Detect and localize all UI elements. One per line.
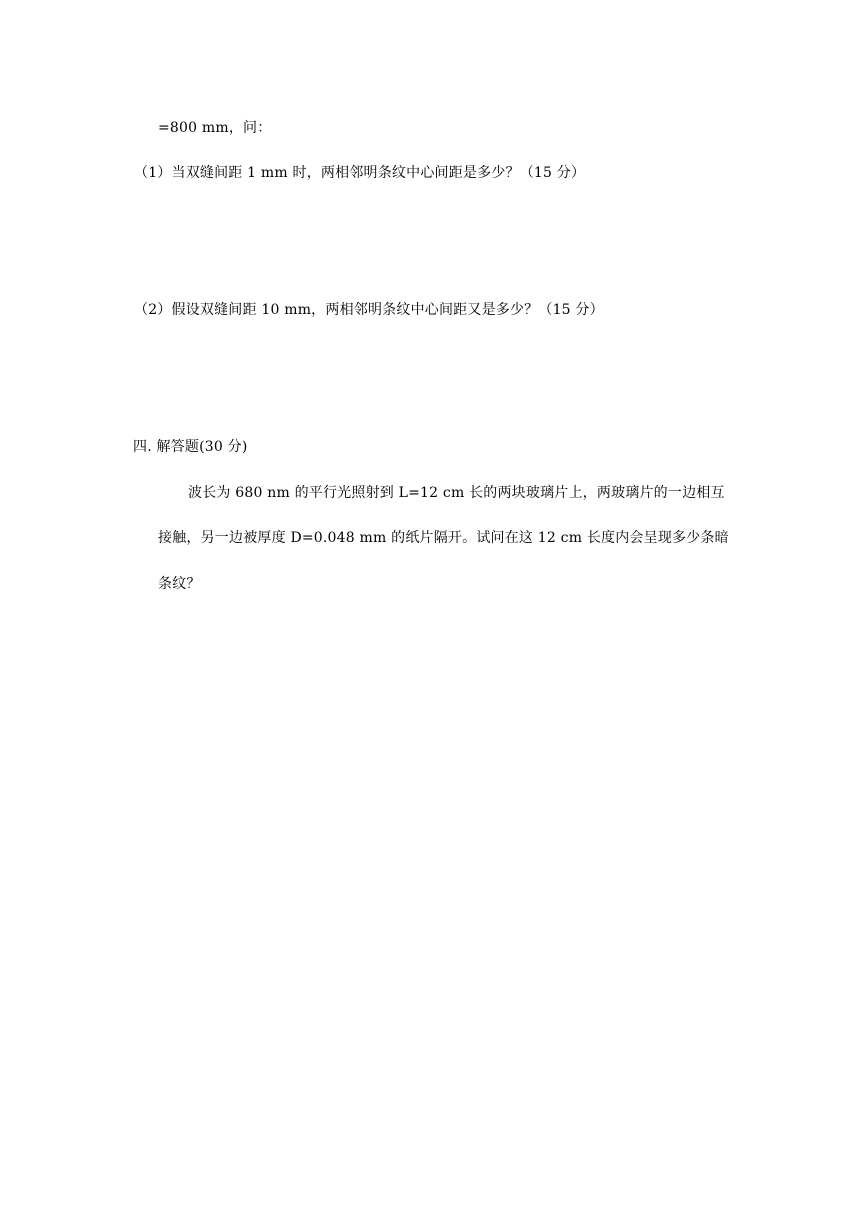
problem-line-1: 波长为 680 nm 的平行光照射到 L=12 cm 长的两块玻璃片上，两玻璃片的一边相互 (188, 485, 725, 501)
section-heading: 四. 解答题(30 分) (133, 439, 248, 455)
problem-line-3: 条纹？ (158, 576, 201, 592)
problem-line-2: 接触，另一边被厚度 D=0.048 mm 的纸片隔开。试问在这 12 cm 长度内会呈现多少条暗 (158, 530, 729, 546)
question-2: （2）假设双缝间距 10 mm，两相邻明条纹中心间距又是多少？（15 分） (134, 302, 604, 318)
question-1: （1）当双缝间距 1 mm 时，两相邻明条纹中心间距是多少？（15 分） (134, 165, 586, 181)
intro-line: =800 mm，问： (158, 120, 272, 136)
